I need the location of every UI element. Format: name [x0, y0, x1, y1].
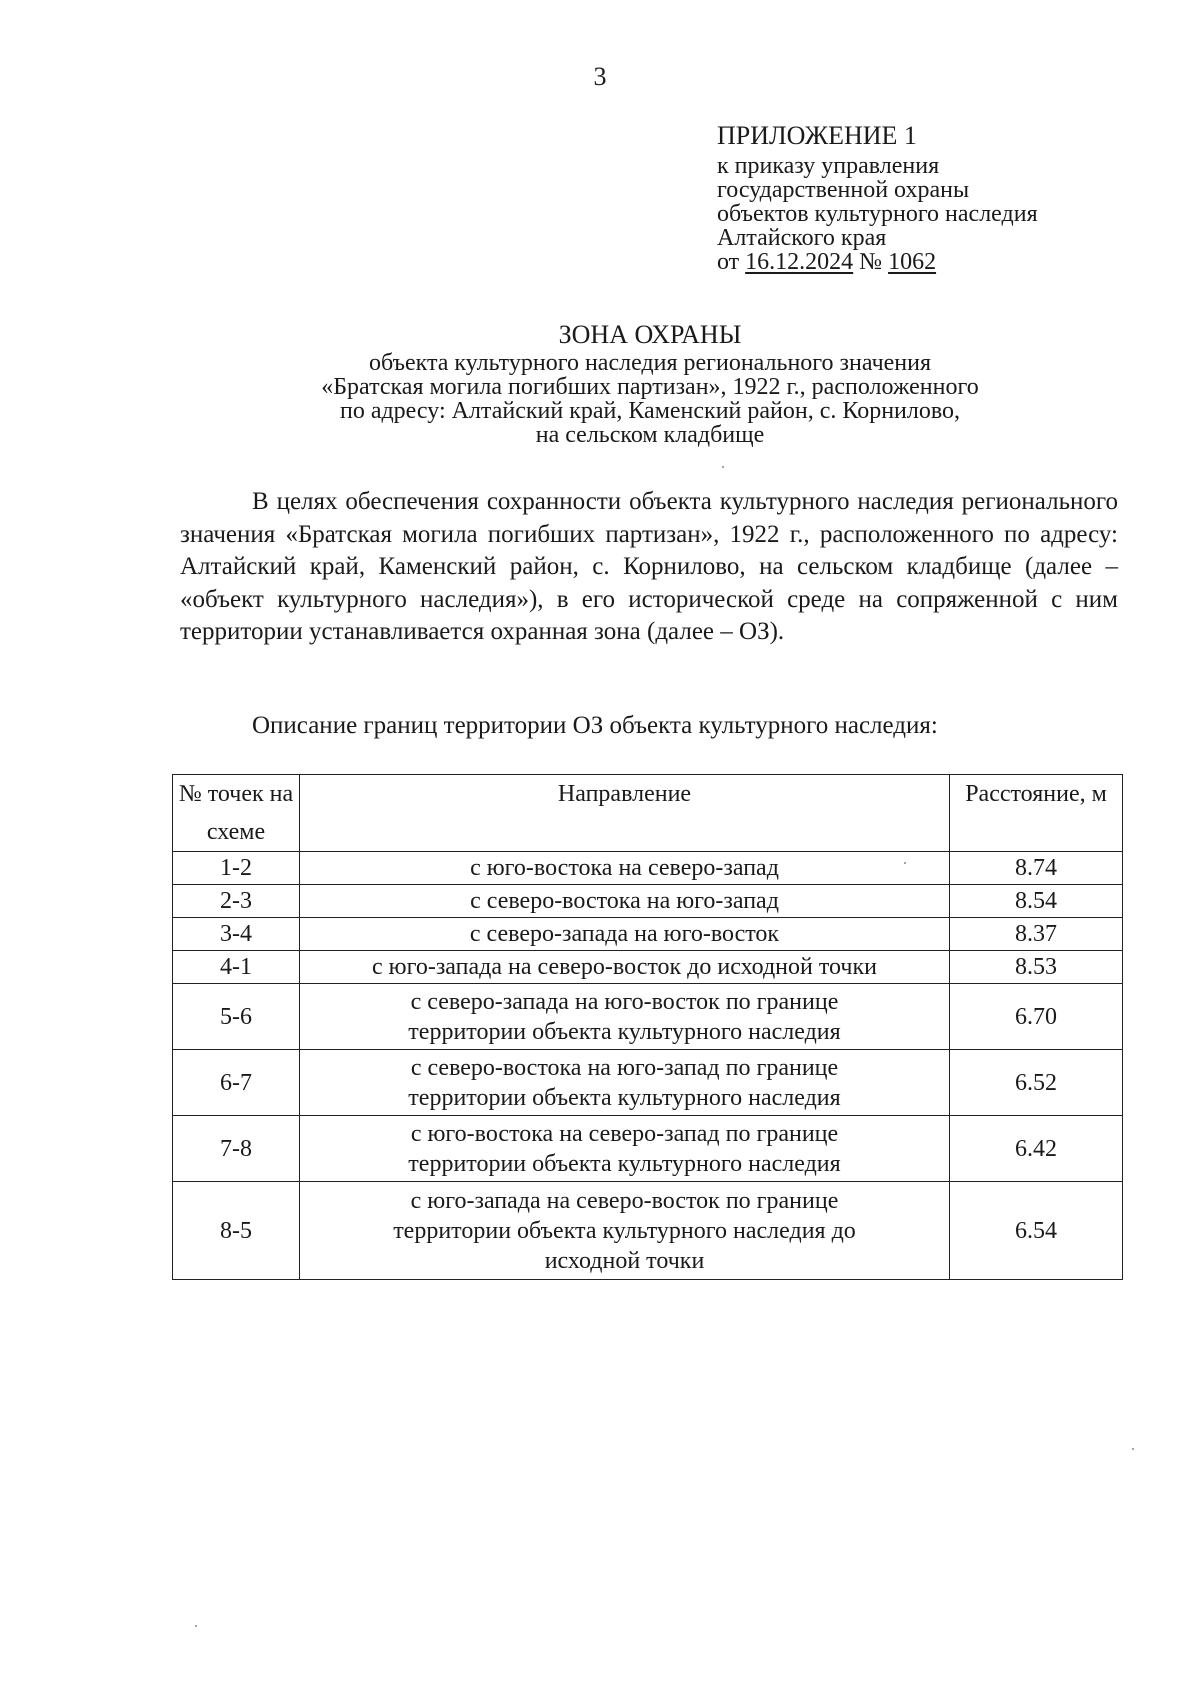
header-points: № точек на схеме — [173, 775, 300, 852]
title-line: по адресу: Алтайский край, Каменский район, с. Корнилово, — [339, 398, 961, 424]
cell-direction: с юго-востока на северо-запад по границе территории объекта культурного наследия — [300, 1116, 950, 1182]
table-row — [173, 885, 1123, 918]
cell-distance: 8.74 — [950, 852, 1123, 885]
scan-speck — [195, 1625, 197, 1627]
appendix-block — [717, 121, 1157, 275]
scan-speck — [904, 862, 906, 864]
cell-distance: 6.54 — [950, 1182, 1123, 1280]
date-prefix: от — [717, 249, 746, 275]
boundaries-table — [172, 774, 1123, 1280]
cell-points: 5-6 — [173, 984, 300, 1050]
cell-distance: 6.52 — [950, 1050, 1123, 1116]
appendix-line: Алтайского края — [717, 225, 887, 251]
cell-distance: 8.54 — [950, 885, 1123, 918]
cell-direction: с юго-востока на северо-запад — [300, 852, 950, 885]
cell-direction: с северо-востока на юго-запад по границе территории объекта культурного наследия — [300, 1050, 950, 1116]
body-paragraph: В целях обеспечения сохранности объекта культурного наследия регионального значения «Братская могила погибших партизан», 1922 г., расположенного по адресу: Алтайский край, Каменский район, с. Корнилово, на сельском кладбище (далее – «объект культурного наследия»), в его исторической среде на сопряженной с ним территории устанавливается охранная зона (далее – ОЗ). — [180, 488, 1118, 645]
cell-distance: 8.37 — [950, 918, 1123, 951]
appendix-line: объектов культурного наследия — [717, 201, 1038, 227]
order-date: 16.12.2024 — [745, 249, 854, 275]
appendix-line: к приказу управления — [717, 153, 940, 179]
header-direction: Направление — [300, 775, 950, 852]
cell-distance: 6.42 — [950, 1116, 1123, 1182]
appendix-date-line — [717, 250, 1157, 274]
cell-points: 2-3 — [173, 885, 300, 918]
document-title-block — [200, 320, 1100, 448]
table-header-row — [173, 775, 1123, 852]
cell-points: 8-5 — [173, 1182, 300, 1280]
scan-speck — [1132, 1448, 1134, 1450]
table-row — [173, 1182, 1123, 1280]
scan-speck — [722, 466, 724, 468]
table-row — [173, 951, 1123, 984]
table-row — [173, 984, 1123, 1050]
cell-points: 1-2 — [173, 852, 300, 885]
cell-direction: с северо-запада на юго-восток по границе территории объекта культурного наследия — [300, 984, 950, 1050]
cell-points: 4-1 — [173, 951, 300, 984]
table-row — [173, 918, 1123, 951]
title-line: объекта культурного наследия регионального значения — [368, 350, 932, 376]
document-title: ЗОНА ОХРАНЫ — [558, 320, 742, 349]
cell-points: 6-7 — [173, 1050, 300, 1116]
cell-direction: с юго-запада на северо-восток по границе территории объекта культурного наследия до исходной точки — [300, 1182, 950, 1280]
cell-direction: с северо-востока на юго-запад — [300, 885, 950, 918]
cell-direction: с северо-запада на юго-восток — [300, 918, 950, 951]
page-number: 3 — [593, 62, 607, 91]
title-line: «Братская могила погибших партизан», 1922 г., расположенного — [321, 374, 979, 400]
appendix-title: ПРИЛОЖЕНИЕ 1 — [717, 121, 917, 150]
header-distance: Расстояние, м — [950, 775, 1123, 852]
cell-direction: с юго-запада на северо-восток до исходной точки — [300, 951, 950, 984]
table-row — [173, 1050, 1123, 1116]
number-prefix: № — [853, 249, 889, 275]
table-row — [173, 1116, 1123, 1182]
title-line: на сельском кладбище — [535, 422, 765, 448]
cell-points: 3-4 — [173, 918, 300, 951]
appendix-line: государственной охраны — [717, 177, 970, 203]
cell-distance: 8.53 — [950, 951, 1123, 984]
cell-points: 7-8 — [173, 1116, 300, 1182]
table-caption: Описание границ территории ОЗ объекта культурного наследия: — [252, 712, 938, 739]
cell-distance: 6.70 — [950, 984, 1123, 1050]
table-row — [173, 852, 1123, 885]
order-number: 1062 — [888, 249, 937, 275]
